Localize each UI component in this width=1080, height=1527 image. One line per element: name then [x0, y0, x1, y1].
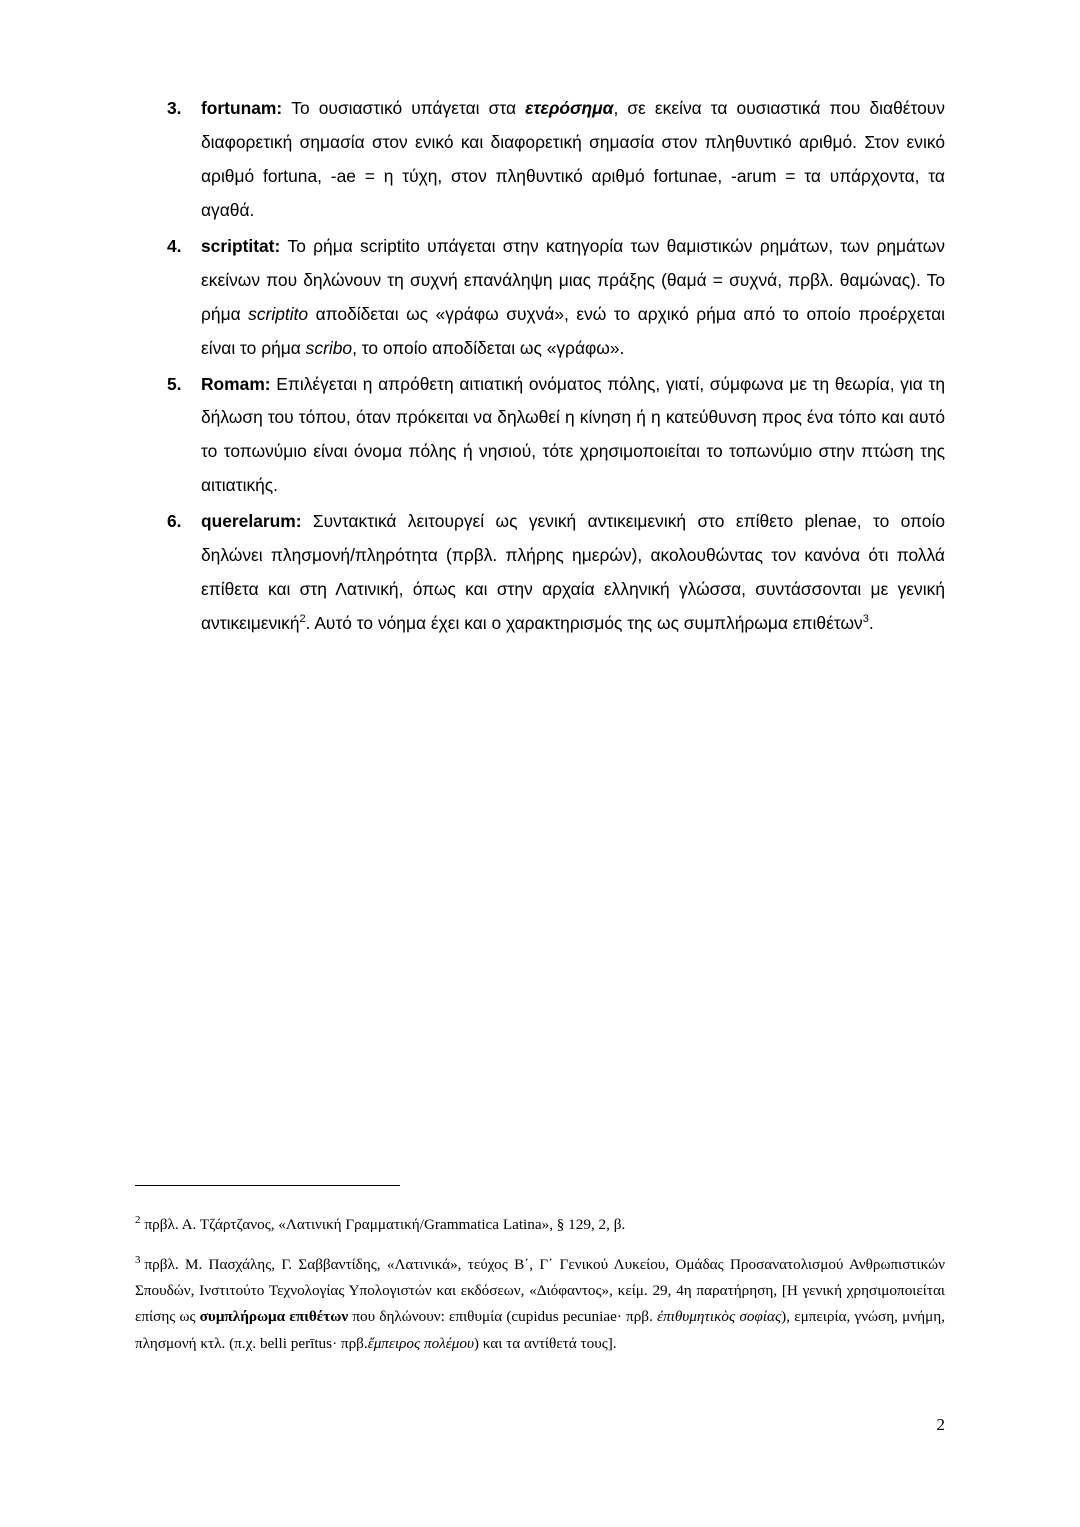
list-item-marker: 6. [167, 511, 182, 532]
list-item-body: Το ουσιαστικό υπάγεται στα ετερόσημα, σε εκείνα τα ουσιαστικά που διαθέτουν διαφορετική σημασία στον ενικό και διαφορετική σημασία στον πληθυντικό αριθμό. Στον ενικό αριθμό fortuna, -ae = η τύχη, στον πληθυντικό αριθμό fortunae, -arum = τα υπάρχοντα, τα αγαθά. [201, 98, 945, 220]
page-number: 2 [936, 1415, 945, 1434]
list-item-marker: 3. [167, 98, 182, 118]
list-item-lead: scriptitat: [201, 235, 281, 256]
list-item-body: Επιλέγεται η απρόθετη αιτιατική ονόματος πόλης, γιατί, σύμφωνα με τη θεωρία, για τη δήλωση του τόπου, όταν πρόκειται να δηλωθεί η κίνηση ή η κατεύθυνση προς ένα τόπο και αυτό το τοπωνύμιο είναι όνομα πόλης ή νησιού, τότε χρησιμοποιείται το τοπωνύμιο στην πτώση της αιτιατικής. [201, 373, 945, 496]
list-item-lead: Romam: [201, 373, 271, 394]
list-item-body: Το ρήμα scriptito υπάγεται στην κατηγορία των θαμιστικών ρημάτων, των ρημάτων εκείνων που δηλώνουν τη συχνή επανάληψη μιας πράξης (θαμά = συχνά, πρβλ. θαμώνας). Το ρήμα scriptito αποδίδεται ως «γράφω συχνά», ενώ το αρχικό ρήμα από το οποίο προέρχεται είναι το ρήμα scribo, το οποίο αποδίδεται ως «γράφω». [201, 235, 945, 358]
list-item-marker: 5. [167, 373, 182, 394]
list-item [135, 505, 945, 641]
numbered-list [135, 92, 945, 641]
list-item-lead: querelarum: [201, 511, 302, 532]
footnote-area [135, 1185, 945, 1371]
list-item-marker: 4. [167, 235, 182, 256]
list-item [135, 368, 945, 504]
list-item-body: Συντακτικά λειτουργεί ως γενική αντικειμενική στο επίθετο plenae, το οποίο δηλώνει πλησμονή/πληρότητα (πρβλ. πλήρης ημερών), ακολουθώντας τον κανόνα ότι πολλά επίθετα και στη Λατινική, όπως και στην αρχαία ελληνική γλώσσα, συντάσσονται με γενική αντικειμενική$^2$. Αυτό το νόημα έχει και ο χαρακτηρισμός της ως συμπλήρωμα επιθέτων$^3$. [201, 511, 945, 634]
list-item-lead: fortunam: [201, 98, 283, 118]
list-item [135, 230, 945, 366]
footnote-number: 2 [135, 1213, 141, 1226]
footnote [135, 1212, 945, 1238]
list-item [135, 92, 945, 228]
footnote-separator [135, 1185, 400, 1186]
footnote-text: πρβλ. Α. Τζάρτζανος, «Λατινική Γραμματική/Grammatica Latina», § 129, 2, β. [144, 1216, 626, 1233]
footnote [135, 1252, 945, 1357]
footnote-number: 3 [135, 1254, 141, 1267]
footnote-text: πρβλ. Μ. Πασχάλης, Γ. Σαββαντίδης, «Λατινικά», τεύχος Β΄, Γ΄ Γενικού Λυκείου, Ομάδας Προσανατολισμού Ανθρωπιστικών Σπουδών, Ινστιτούτο Τεχνολογίας Υπολογιστών και εκδόσεων, «Διόφαντος», κείμ. 29, 4η παρατήρηση, [Η γενική χρησιμοποιείται επίσης ως συμπλήρωμα επιθέτων που δηλώνουν: επιθυμία (cupidus pecuniae· πρβ. ἐπιθυμητικὸς σοφίας), εμπειρία, γνώση, μνήμη, πλησμονή κτλ. (π.χ. belli perītus· πρβ.ἔμπειρος πολέμου) και τα αντίθετά τους]. [135, 1256, 946, 1352]
